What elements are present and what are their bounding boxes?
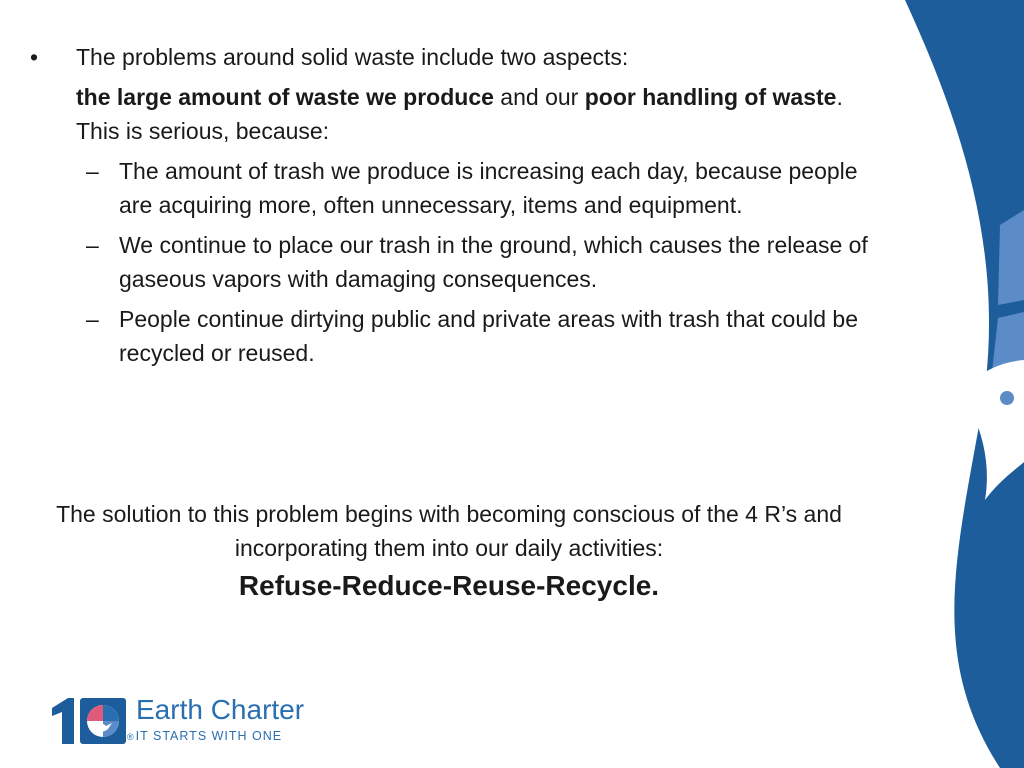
subpoint bbox=[86, 302, 870, 370]
dash-marker: – bbox=[86, 306, 99, 332]
globe-stripe bbox=[998, 210, 1024, 305]
solution-text: The solution to this problem begins with becoming conscious of the 4 R’s and incorporating them into our daily activities: bbox=[56, 501, 842, 561]
four-rs-heading: Refuse-Reduce-Reuse-Recycle. bbox=[238, 570, 660, 601]
earth-charter-logo bbox=[50, 696, 340, 748]
dove-eye bbox=[1000, 391, 1014, 405]
logo-name: Earth Charter bbox=[136, 694, 305, 725]
dash-marker: – bbox=[86, 158, 99, 184]
bold-phrase-1: the large amount of waste we produce bbox=[76, 84, 494, 110]
subpoint-text: People continue dirtying public and private areas with trash that could be recycled or reused. bbox=[119, 306, 859, 366]
tagline-text: IT STARTS WITH ONE bbox=[135, 729, 283, 743]
subpoint bbox=[86, 228, 870, 296]
bold-phrase-2: poor handling of waste bbox=[584, 84, 837, 110]
logo-tagline bbox=[127, 729, 283, 744]
subpoint-text: We continue to place our trash in the ground, which causes the release of gaseous vapors with damaging consequences. bbox=[119, 232, 868, 292]
bullet-marker: • bbox=[30, 44, 39, 70]
tail-text: . This is serious, because: bbox=[76, 84, 843, 144]
subpoint-text: The amount of trash we produce is increasing each day, because people are acquiring more, often unnecessary, items and equipment. bbox=[119, 158, 858, 218]
connector-text: and our bbox=[493, 84, 585, 110]
subpoint bbox=[86, 154, 870, 222]
registered-mark: ® bbox=[127, 732, 135, 742]
intro-text: The problems around solid waste include two aspects: bbox=[76, 44, 629, 70]
bullet-point bbox=[30, 40, 870, 74]
dash-marker: – bbox=[86, 232, 99, 258]
logo-mark-icon bbox=[50, 696, 130, 746]
aspects-paragraph bbox=[76, 80, 870, 148]
main-content bbox=[30, 40, 870, 370]
